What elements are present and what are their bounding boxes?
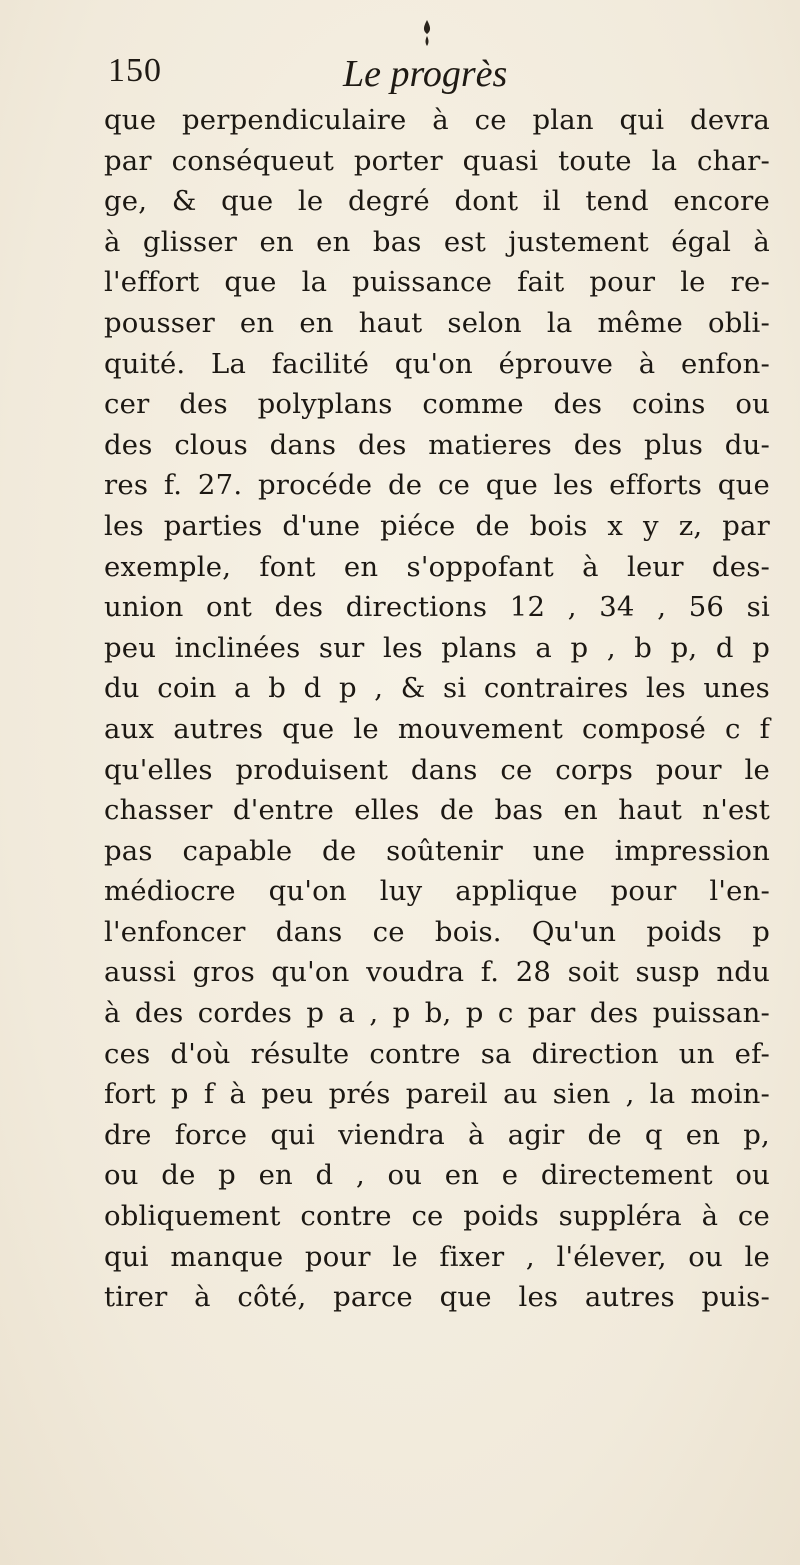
text-line: fort p f à peu prés pareil au sien , la moin- <box>104 1078 770 1111</box>
text-line: exemple, font en s'oppofant à leur des- <box>104 550 770 583</box>
page-header <box>108 52 740 104</box>
text-line: obliquement contre ce poids suppléra à ce <box>104 1200 770 1233</box>
text-line: qu'elles produisent dans ce corps pour le <box>104 753 770 786</box>
text-line: tirer à côté, parce que les autres puis- <box>104 1281 770 1314</box>
text-line: médiocre qu'on luy applique pour l'en- <box>104 875 770 908</box>
page-number: 150 <box>108 52 162 89</box>
text-line: par conséqueut porter quasi toute la char- <box>104 144 770 177</box>
text-line: l'enfoncer dans ce bois. Qu'un poids p <box>104 915 770 948</box>
text-line: ces d'où résulte contre sa direction un ef- <box>104 1037 770 1070</box>
text-line: pousser en en haut selon la même obli- <box>104 306 770 339</box>
printer-ornament-icon <box>420 18 434 48</box>
text-line: l'effort que la puissance fait pour le re- <box>104 266 770 299</box>
body-text <box>104 100 770 1318</box>
text-line: ge, & que le degré dont il tend encore <box>104 185 770 218</box>
text-line: à des cordes p a , p b, p c par des puissan- <box>104 997 770 1030</box>
text-line: res f. 27. procéde de ce que les efforts que <box>104 469 770 502</box>
text-line: cer des polyplans comme des coins ou <box>104 388 770 421</box>
text-line: qui manque pour le fixer , l'élever, ou le <box>104 1240 770 1273</box>
text-line: chasser d'entre elles de bas en haut n'est <box>104 794 770 827</box>
text-line: aussi gros qu'on voudra f. 28 soit susp ndu <box>104 956 770 989</box>
text-line: à glisser en en bas est justement égal à <box>104 225 770 258</box>
text-line: que perpendiculaire à ce plan qui devra <box>104 104 770 136</box>
text-line: du coin a b d p , & si contraires les unes <box>104 672 770 705</box>
text-line: les parties d'une piéce de bois x y z, par <box>104 509 770 542</box>
text-line: des clous dans des matieres des plus du- <box>104 428 770 461</box>
text-line: peu inclinées sur les plans a p , b p, d p <box>104 631 770 664</box>
text-line: aux autres que le mouvement composé c f <box>104 712 770 745</box>
text-line: union ont des directions 12 , 34 , 56 si <box>104 591 770 624</box>
text-line: dre force qui viendra à agir de q en p, <box>104 1118 770 1151</box>
text-line: quité. La facilité qu'on éprouve à enfon- <box>104 347 770 380</box>
running-title: Le progrès <box>343 53 508 95</box>
text-line: ou de p en d , ou en e directement ou <box>104 1159 770 1192</box>
text-line: pas capable de soûtenir une impression <box>104 834 770 867</box>
